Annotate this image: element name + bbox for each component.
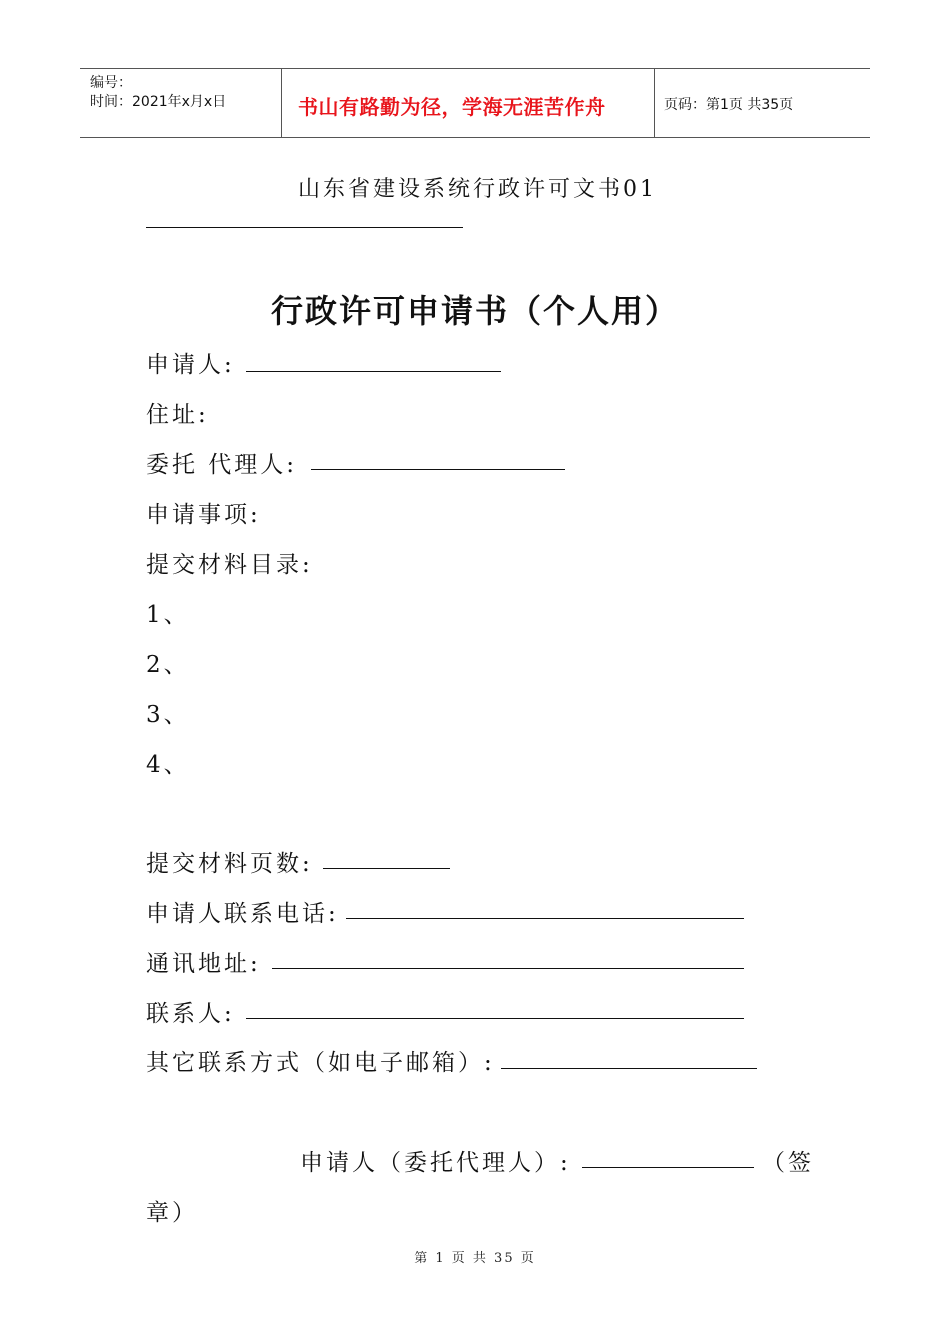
mail-address-blank[interactable] — [272, 968, 744, 969]
signature-suffix-2: 章） — [146, 1200, 198, 1226]
list-item: 4、 — [146, 752, 190, 778]
header-page-info: 页码：第1页 共35页 — [664, 97, 794, 113]
signature-suffix: （签 — [762, 1150, 814, 1176]
pages-blank[interactable] — [323, 868, 450, 869]
mail-address-label: 通讯地址: — [146, 951, 261, 977]
agent-blank[interactable] — [311, 469, 565, 470]
list-item: 1、 — [146, 602, 190, 628]
phone-blank[interactable] — [346, 918, 744, 919]
matter-label: 申请事项: — [146, 502, 261, 528]
contact-blank[interactable] — [246, 1018, 744, 1019]
header-divider — [654, 69, 655, 137]
phone-label: 申请人联系电话: — [146, 901, 339, 927]
page-footer: 第 1 页 共 35 页 — [414, 1251, 536, 1266]
header-divider — [281, 69, 282, 137]
signature-blank[interactable] — [582, 1167, 754, 1168]
materials-label: 提交材料目录: — [146, 552, 313, 578]
page-title: 行政许可申请书（个人用） — [270, 292, 679, 330]
other-contact-blank[interactable] — [501, 1068, 757, 1069]
agent-label: 委托 代理人: — [146, 452, 298, 478]
other-contact-label: 其它联系方式（如电子邮箱）: — [146, 1050, 495, 1076]
contact-label: 联系人: — [146, 1001, 235, 1027]
doc-subtitle: 山东省建设系统行政许可文书01 — [298, 177, 657, 202]
list-item: 2、 — [146, 652, 190, 678]
applicant-label: 申请人: — [146, 352, 235, 378]
pages-label: 提交材料页数: — [146, 851, 313, 877]
applicant-blank[interactable] — [246, 371, 501, 372]
address-label: 住址: — [146, 402, 209, 428]
header-number-label: 编号： — [90, 75, 132, 91]
subtitle-underline — [146, 227, 463, 228]
header-motto: 书山有路勤为径，学海无涯苦作舟 — [298, 95, 606, 119]
signature-label: 申请人（委托代理人）: — [300, 1150, 571, 1176]
list-item: 3、 — [146, 702, 190, 728]
header-time-label: 时间：2021年x月x日 — [90, 94, 227, 110]
